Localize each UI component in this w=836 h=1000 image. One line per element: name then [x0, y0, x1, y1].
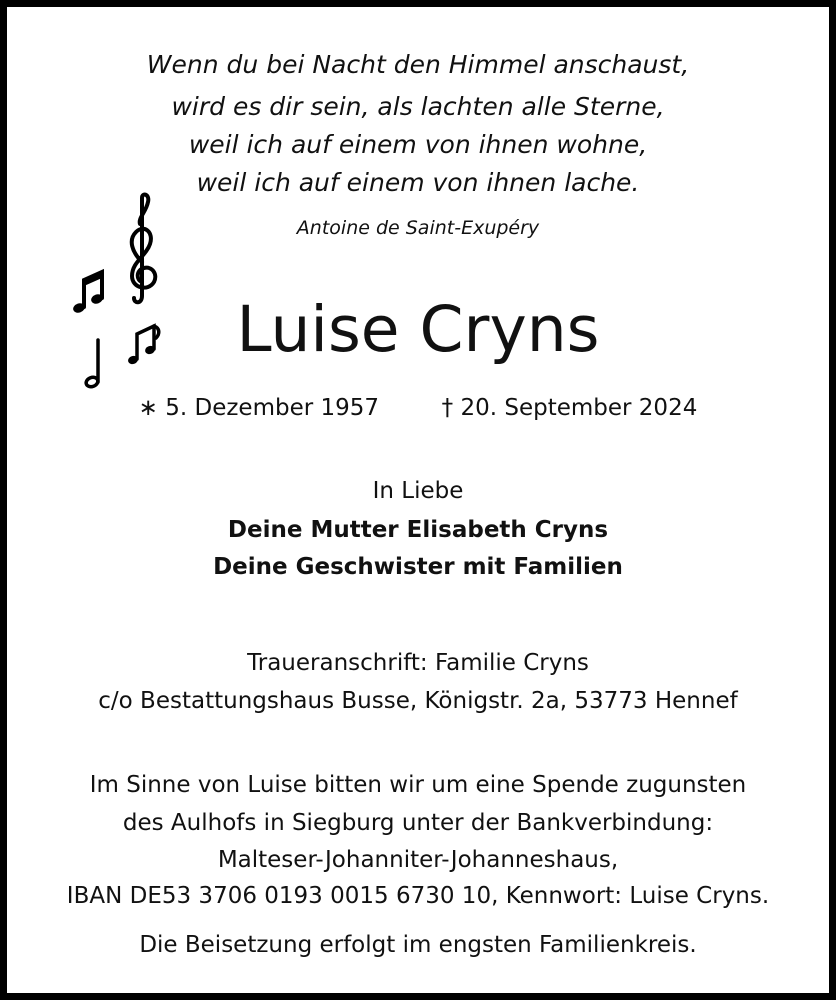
donation-line: Im Sinne von Luise bitten wir um eine Spende zugunsten [89, 772, 747, 798]
birth-symbol: ∗ [138, 395, 158, 421]
poem-line: wird es dir sein, als lachten alle Sterne, [171, 92, 665, 121]
poem-line: weil ich auf einem von ihnen lache. [196, 168, 640, 197]
birth-date: 5. Dezember 1957 [165, 395, 380, 421]
life-dates [7, 395, 829, 421]
mourner-line: Deine Geschwister mit Familien [213, 554, 623, 580]
mourners-intro: In Liebe [372, 478, 464, 504]
deceased-name: Luise Cryns [236, 293, 600, 366]
address-line: Traueranschrift: Familie Cryns [247, 650, 589, 676]
death-symbol: † [441, 395, 454, 421]
burial-note: Die Beisetzung erfolgt im engsten Familienkreis. [139, 932, 697, 958]
death-date: 20. September 2024 [460, 395, 698, 421]
donation-line: IBAN DE53 3706 0193 0015 6730 10, Kennwort: Luise Cryns. [66, 883, 770, 909]
donation-line: Malteser-Johanniter-Johanneshaus, [217, 847, 619, 873]
poem-line: Wenn du bei Nacht den Himmel anschaust, [146, 50, 690, 79]
poem-line: weil ich auf einem von ihnen wohne, [188, 130, 648, 159]
donation-line: des Aulhofs in Siegburg unter der Bankverbindung: [122, 810, 714, 836]
poem-author: Antoine de Saint-Exupéry [296, 217, 540, 239]
address-line: c/o Bestattungshaus Busse, Königstr. 2a, 53773 Hennef [98, 688, 738, 714]
mourner-line: Deine Mutter Elisabeth Cryns [227, 517, 609, 543]
